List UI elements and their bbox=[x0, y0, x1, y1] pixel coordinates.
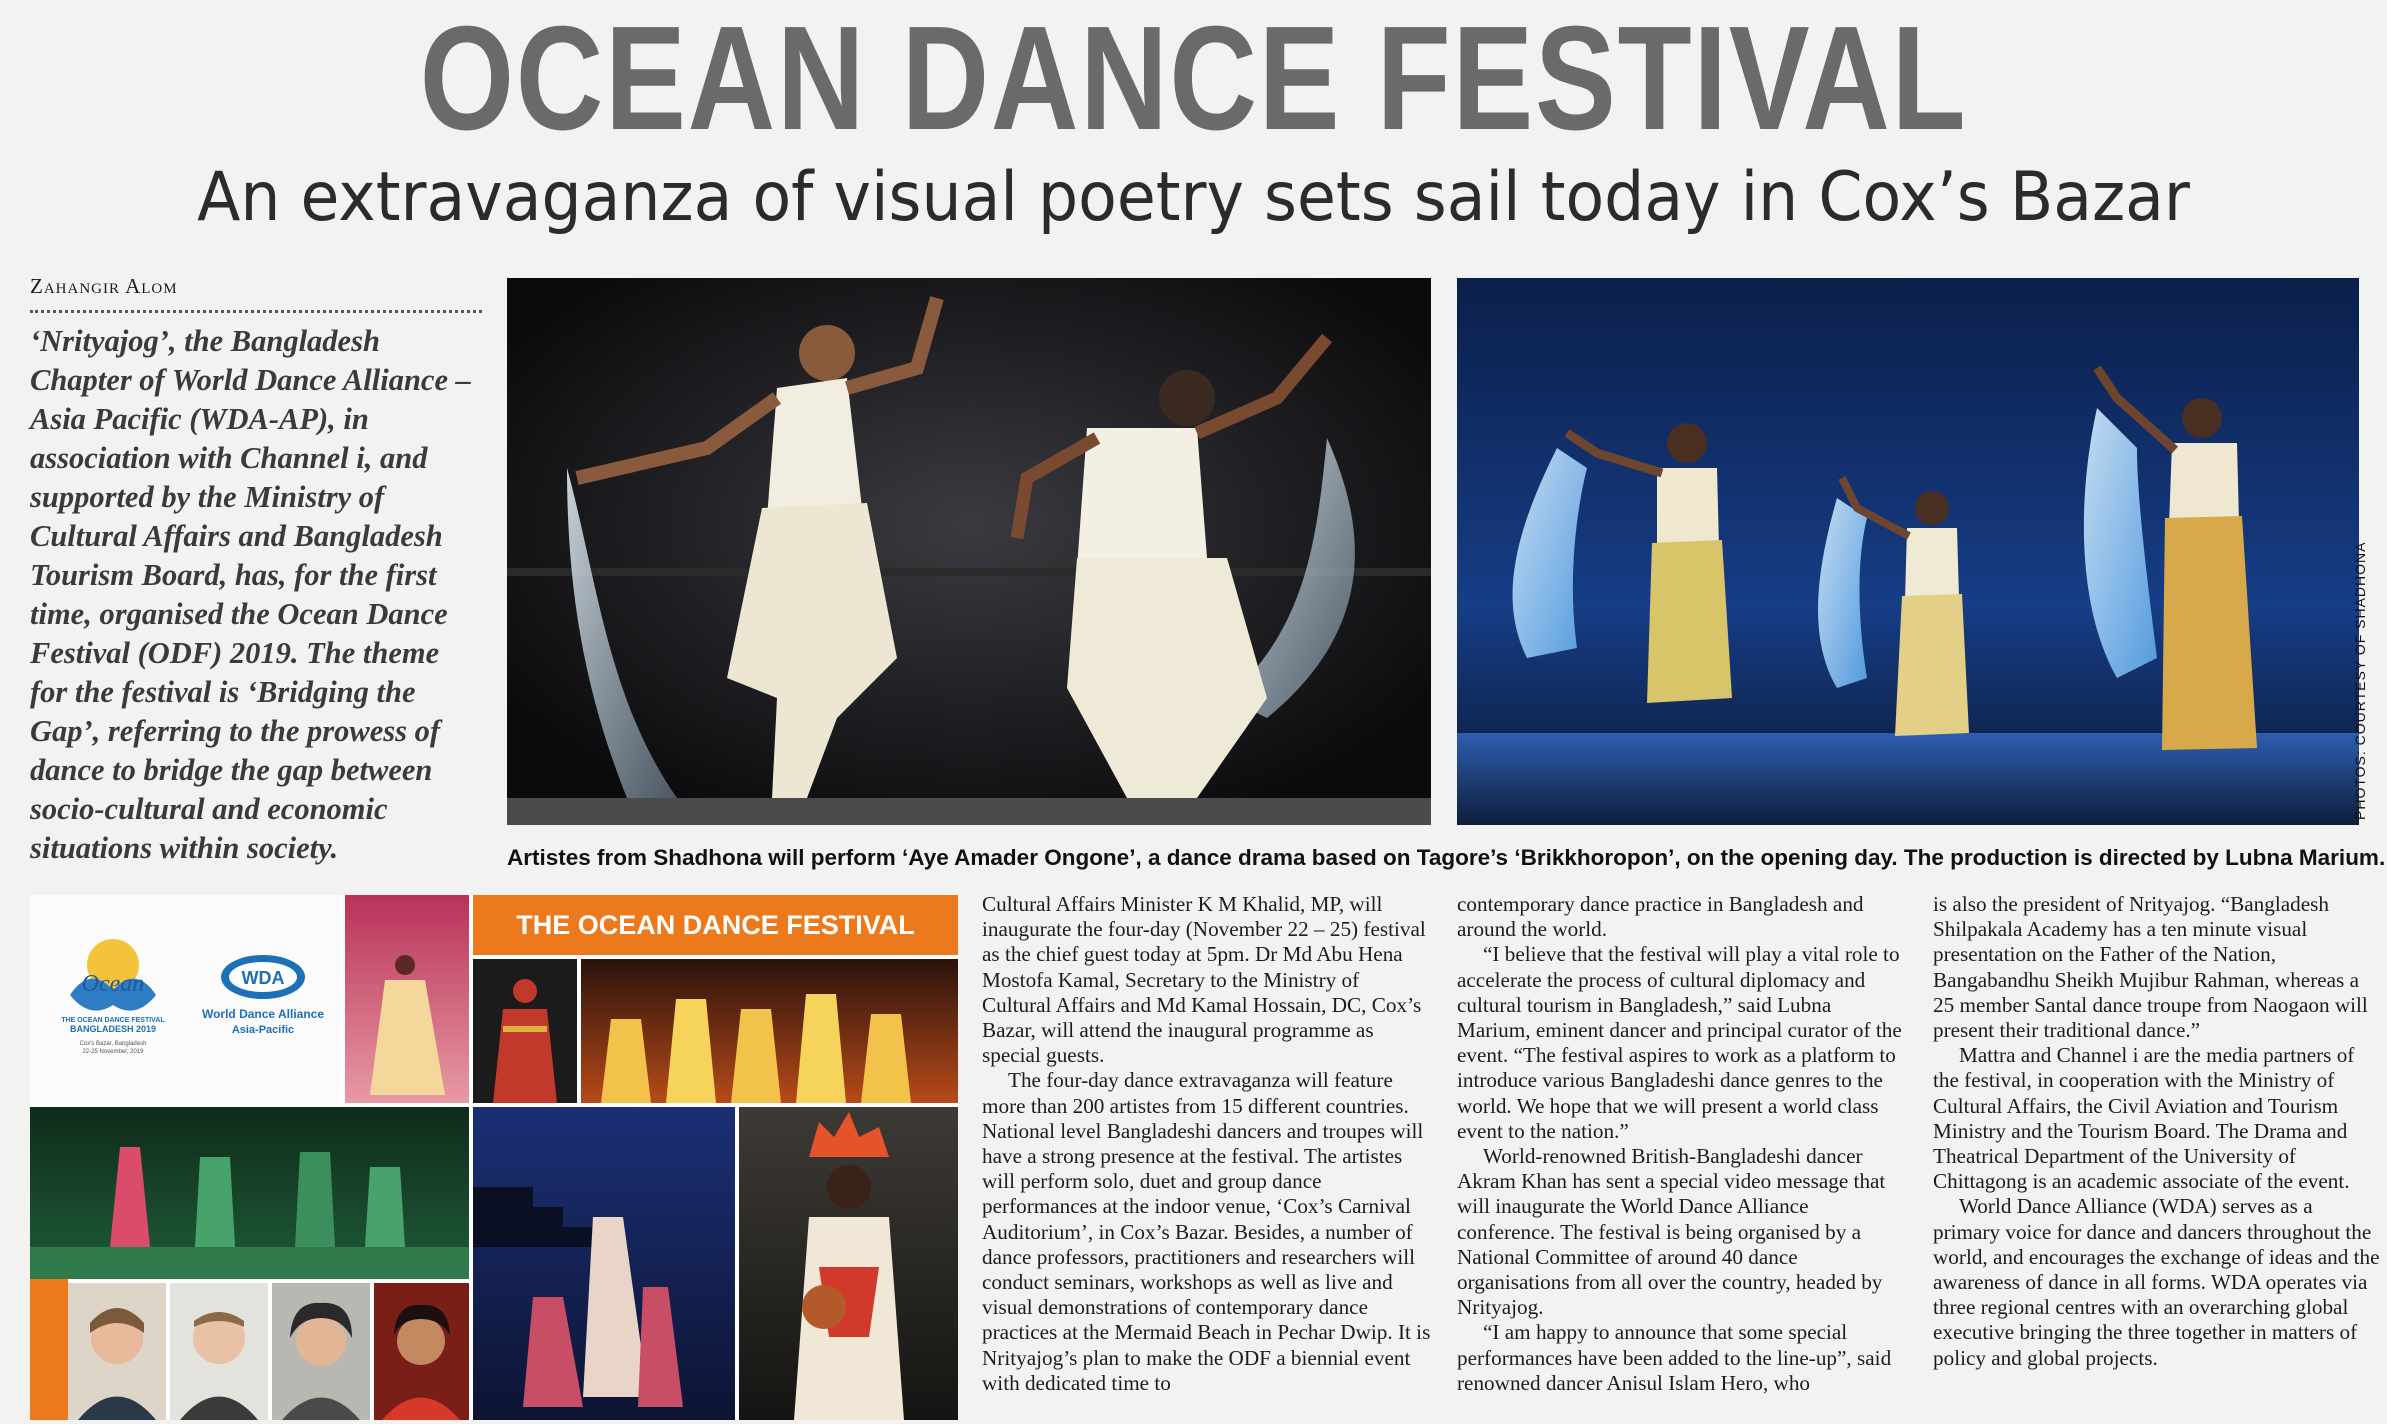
stage-photo-duet bbox=[507, 278, 1431, 825]
festival-collage bbox=[30, 895, 958, 1420]
intro-paragraph: ‘Nrityajog’, the Bangladesh Chapter of World Dance Alliance – Asia Pacific (WDA-AP), in association with Channel i, and supported by the Ministry of Cultural Affairs and Bangladesh Tourism Board, has, for the first time, organised the Ocean Dance Festival (ODF) 2019. The theme for the festival is ‘Bridging the Gap’, referring to the prowess of dance to bridge the gap between socio-cultural and economic situations within society. bbox=[30, 324, 471, 865]
article-paragraph: is also the president of Nrityajog. “Bangladesh Shilpakala Academy has a ten minute visual presentation on the Father of the Nation, Bangabandhu Sheikh Mujibur Rahman, whereas a 25 member Santal dance troupe from Naogaon will present their traditional dance.” bbox=[1933, 892, 2368, 1043]
wda-badge: WDA bbox=[241, 968, 285, 988]
byline: Zahangir Alom bbox=[30, 274, 178, 298]
collage-photo-group-yellow bbox=[581, 959, 958, 1103]
article-paragraph: “I believe that the festival will play a vital role to accelerate the process of cultural diplomacy and cultural tourism in Bangladesh,” said Lubna Marium, eminent dancer and principal curator of the event. “The festival aspires to work as a platform to introduce various Bangladeshi dance genres to the world. We hope that we will present a world class event to the nation.” bbox=[1457, 942, 1902, 1143]
odf-logo-line3: Cox's Bazar, Bangladesh bbox=[79, 1041, 147, 1047]
ocean-dance-festival-logo bbox=[61, 939, 165, 1055]
festival-banner: THE OCEAN DANCE FESTIVAL bbox=[473, 895, 958, 955]
article-column-1 bbox=[982, 892, 1432, 1396]
stage-photo-trio bbox=[1457, 278, 2359, 825]
article-paragraph: Cultural Affairs Minister K M Khalid, MP, will inaugurate the four-day (November 22 – 25) festival as the chief guest today at 5pm. Dr Md Abu Hena Mostofa Kamal, Secretary to the Ministry of Cultural Affairs and Md Kamal Hossain, DC, Cox’s Bazar, will attend the inaugural programme as special guests. bbox=[982, 892, 1426, 1068]
article-column-2 bbox=[1457, 892, 1907, 1396]
collage-orange-strip bbox=[30, 1279, 68, 1420]
article-paragraph: “I am happy to announce that some special performances have been added to the line-up”, said renowned dancer Anisul Islam Hero, who bbox=[1457, 1320, 1892, 1395]
article-column-3 bbox=[1933, 892, 2383, 1371]
collage-photo-pink-dancer bbox=[345, 895, 469, 1103]
odf-logo-line2: BANGLADESH 2019 bbox=[69, 1024, 157, 1034]
portrait-2 bbox=[170, 1283, 268, 1420]
article-paragraph: contemporary dance practice in Bangladesh and around the world. bbox=[1457, 892, 1864, 942]
wda-name: World Dance Alliance bbox=[201, 1007, 325, 1021]
portrait-4 bbox=[374, 1283, 469, 1420]
article-paragraph: The four-day dance extravaganza will feature more than 200 artistes from 15 different countries. National level Bangladeshi dancers and troupes will have a strong presence at the festival. The artistes will perform solo, duet and group dance performances at the indoor venue, ‘Cox’s Carnival Auditorium’, in Cox’s Bazar. Besides, a number of dance professors, practitioners and researchers will conduct seminars, workshops as well as live and visual demonstrations of contemporary dance practices at the Mermaid Beach in Pechar Dwip. It is Nrityajog’s plan to make the ODF a biennial event with dedicated time to bbox=[982, 1068, 1431, 1395]
headline: OCEAN DANCE FESTIVAL bbox=[419, 0, 1968, 161]
world-dance-alliance-logo bbox=[202, 955, 324, 1036]
portrait-1 bbox=[68, 1283, 166, 1420]
photo-caption: Artistes from Shadhona will perform ‘Aye Amader Ongone’, a dance drama based on Tagore’s ‘Brikkhoropon’, on the opening day. The production is directed by Lubna Marium. bbox=[507, 845, 2386, 870]
odf-logo-title: Ocean bbox=[81, 971, 145, 997]
wda-region: Asia-Pacific bbox=[231, 1024, 295, 1036]
odf-logo-line4: 22-25 November, 2019 bbox=[82, 1049, 144, 1055]
festival-logos-panel bbox=[30, 895, 341, 1103]
photo-credit: PHOTOS: COURTESY OF SHADHONA bbox=[2352, 541, 2368, 820]
odf-logo-line1: THE OCEAN DANCE FESTIVAL bbox=[61, 1017, 165, 1024]
article-paragraph: Mattra and Channel i are the media partners of the festival, in cooperation with the Ministry of Cultural Affairs, the Civil Aviation and Tourism Ministry and the Tourism Board. The Drama and Theatrical Department of the University of Chittagong is an academic associate of the event. bbox=[1933, 1043, 2355, 1194]
article-paragraph: World Dance Alliance (WDA) serves as a primary voice for dance and dancers throughout the world, and encourages the exchange of ideas and the awareness of dance in all forms. WDA operates via three regional centres with an overarching global executive bringing the three together in matters of policy and global projects. bbox=[1933, 1194, 2380, 1370]
collage-photo-green-stage bbox=[30, 1107, 469, 1279]
article-paragraph: World-renowned British-Bangladeshi dancer Akram Khan has sent a special video message that will inaugurate the World Dance Alliance conference. The festival is being organised by a National Committee of around 40 dance organisations from all over the country, headed by Nrityajog. bbox=[1457, 1144, 1886, 1320]
collage-photo-red-costume bbox=[473, 959, 577, 1103]
portrait-3 bbox=[272, 1283, 370, 1420]
collage-photo-blue-stage bbox=[473, 1107, 735, 1420]
collage-photo-headdress-dancer bbox=[739, 1107, 958, 1420]
byline-divider bbox=[30, 310, 482, 313]
subheadline: An extravaganza of visual poetry sets sail today in Cox’s Bazar bbox=[197, 158, 2190, 237]
